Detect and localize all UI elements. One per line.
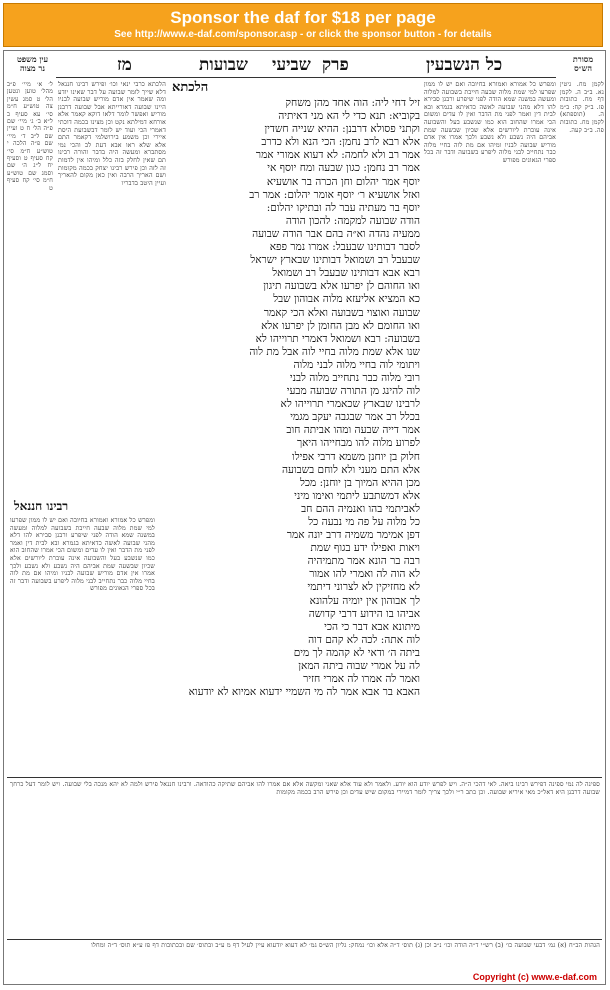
header-rule bbox=[56, 77, 556, 78]
gemara-section-title: הלכתא bbox=[172, 80, 209, 95]
gemara-line: שבועה ואוצוי בשבועה ואלא הכי קאמר bbox=[263, 306, 420, 319]
tractate-name: שבועות bbox=[199, 55, 248, 75]
gemara-line: ואזל אושעיא ר׳ יוסף אומר יהלום: אמר רב bbox=[249, 188, 420, 201]
gemara-line: אביהו בו הידוע דרבי קדושה bbox=[308, 607, 420, 620]
sponsor-banner[interactable] bbox=[3, 3, 603, 47]
mesores-heading: מסורת הש״ס bbox=[572, 54, 594, 73]
hagahos-notes: הגהות הב״ח (א) גמ׳ דבעי שבועה כו׳ (ב) רש״י ד״ה הודה וכו׳ נ״ב וכן (ג) תוס׳ ד״ה אלא וכו׳ נמחק: גליון הש״ס גמ׳ לא דעוא יודעוא עיין לעיל דף מ ע״ב ובתוס׳ שם ובכתובות דף פז ע״א תוס׳ ד״ה ומחלו bbox=[91, 942, 600, 949]
mesores-column: לקמן מח. גיטין נא. ב״ב ה. לקמן דף מח. כתובות פז. ב״ק קח: ב״מ ה. (תוספתא) לקמן מח. כתובות פה. ב״ב קעה. bbox=[560, 81, 604, 134]
gemara-line: אמר רב נחמן: כגון שבעה ומח יוסף אי bbox=[267, 162, 420, 175]
bottom-commentary: ספינה לה נמי ספינה דפירש רבינו ביאה. לאי דהכי ה״ה. ויש לפרש יודע הוא יודע. ולאמר ולא עוד אלא שאני ומקשה אלא אם אמרו להו אביהם שתיקה כהודאה. ורבינו חננאל פירש ולמה לא יהא מנכה בלי שבועה. ויש לומר דעל כרחך שבועה דרבנן היא דאל״כ מאי איריא שבועה. וכן כתב ר״י ולכך צריך לומר דמיירי במקום שיש עדים וכן פירש הרב בכמה מקומות bbox=[10, 781, 600, 796]
gemara-line: מיתונא אבא דבר כי הכי bbox=[324, 620, 420, 633]
chapter-word: פרק bbox=[322, 55, 349, 75]
gemara-line: לא מחזיקין לא לצרוני דיתמי bbox=[307, 581, 420, 594]
gemara-line: לוה להינג מן התורה שבועה מבעי bbox=[286, 385, 420, 398]
gemara-line: ואמר לה אמרו לה אמרי חזיר bbox=[303, 673, 420, 686]
gemara-line: לסבר דבותינו שבעבל: אמרו נמר פפא bbox=[269, 241, 420, 254]
gemara-line: מכן ההיא המיוך בן יוחנן: מכל bbox=[299, 476, 420, 489]
gemara-line: שנו אלא שמת מלוה בחיי לוה אבל מת לוה bbox=[249, 345, 420, 358]
notes-rule bbox=[7, 939, 602, 940]
gemara-line: ביתה ה׳ ודאי לא קהמה לך מים bbox=[293, 646, 420, 659]
sponsor-subtitle[interactable]: See http://www.e-daf.com/sponsor.asp - or click the sponsor button - for details bbox=[114, 29, 492, 40]
gemara-line: אלא דמשתבע ליתמי ואימו מיני bbox=[294, 489, 420, 502]
gemara-line: בשבועה: רבא ושמואל דאמרי תרוייהו לא bbox=[255, 332, 420, 345]
daf-number: מז bbox=[117, 55, 132, 75]
talmud-page bbox=[3, 50, 606, 985]
gemara-line: ואו החומם לא מבן החומן לן יפרעו אלא bbox=[261, 319, 420, 332]
ein-mishpat-heading: עין משפט נר מצוה bbox=[16, 54, 49, 73]
gemara-line: רבא אבא דבותינו שבעבל רב ושמואל bbox=[272, 267, 420, 280]
rashi-column: ומפרש כל אמורא ואמורא בחיובה ואם יש לו ממון שפרעו למי שמת מלוה שבעה חייבת בשבועה למלוה ומעשה במשנה שמא הודה לפני שיפרע ורבנן סבירא להו דלא מהני שבועה לאשה כדאיתא בגמרא ובא לבית דין ואמר לפני מת הדבר ואין לו עדים ומשום הכי אמרו שהחוב הוא כמו שנשבע בעל והשבועה אינה עוברת ליורשים אלא שכיון שבשעה שמת אביהם היה נשבע ולא נשבע ולכך אמרו אין אדם מוריש שבועה לבניו ומיהו אם מת לוה בחיי מלוה כבר נתחייב לבני מלוה ליפרע בשבועה ודבר זה בכל ספרי הגאונים מפורש bbox=[10, 517, 155, 593]
commentary-right-column: ומפרש כל אמורא ואמורא בחיובה ואם יש לו ממון שפרעו למי שמת מלוה שבעה חייבת בשבועה למלוה ומעשה במשנה שמא הודה לפני שיפרע ורבנן סבירא להו דלא מהני שבועה לאשה כדאיתא בגמרא ובא לבית דין ואמר לפני מת הדבר ואין לו עדים ומשום הכי אמרו שהחוב הוא כמו שנשבע בעל והשבועה אינה עוברת ליורשים אלא שכיון שבשעה שמת אביהם היה נשבע ולא נשבע ולכך אמרו אין אדם מוריש שבועה לבניו ומיהו אם מת לוה בחיי מלוה כבר נתחייב לבני מלוה ליפרע בשבועה ודבר זה בכל ספרי הגאונים מפורש bbox=[424, 81, 556, 164]
bottom-rule bbox=[7, 777, 602, 778]
gemara-line: ממעיה נהדה וא״ה בהם אבר הודה שבועה bbox=[252, 227, 420, 240]
gemara-line: חלוק בן יוחנן משמא דרבי אפילו bbox=[292, 450, 420, 463]
gemara-line: אלא רבא לרב נחמן: הכי הנא ולא כדרב bbox=[261, 136, 420, 149]
sponsor-title[interactable]: Sponsor the daf for $18 per page bbox=[170, 8, 436, 27]
gemara-line: לך אבוהון אין יומיה עלהונא bbox=[309, 594, 420, 607]
gemara-line: לה על אמרי שבוה ביתה המאן bbox=[298, 660, 420, 673]
gemara-line: יוסף אמר יהלום וחן הכרה בר אושעיא bbox=[266, 175, 420, 188]
gemara-text bbox=[162, 97, 420, 773]
tosafos-column: הלכתא כרבי ינאי וכו׳ ופירש רבינו חננאל דלא שייך לומר שבועה על דבר שאינו יודע ומה שאמר אין אדם מוריש שבועה לבניו היינו שבועה דאורייתא אבל שבועה דרבנן מוריש ואפשר לומר דלאו דוקא קאמר אלא אורחא דמילתא נקט וכן מצינו בכמה דוכתי דאמרי הכי ועוד יש לומר דבשבועת היסת איירי וכן משמע בירושלמי דקאמר התם אלא שלא ראו אבא דעת לב והכי נמי מסתברא ומעשה היה בדבר והורה רבינו תם שאין לחלק בזה כלל ומיהו אין לדמות זה לזה וכן פירש רבינו יצחק בכמה מקומות ושם האריך הרבה ואין כאן מקום להאריך ועיין היטב בדבריו bbox=[58, 81, 166, 187]
chapter-name: כל הנשבעין bbox=[426, 55, 503, 75]
gemara-line: דפן אמימר משמיה דרב יונה אמר bbox=[286, 529, 420, 542]
gemara-line: רובי מלוה כבר נתחייב מלוה לבני bbox=[289, 371, 420, 384]
gemara-line: כא המציא אליעזא מלוה אבוהון שבל bbox=[273, 293, 420, 306]
gemara-line: בכלל רב אמר שבגבה יעקב מגמי bbox=[290, 411, 420, 424]
gemara-line: לפרוע מלוה להו מבחייהו היאך bbox=[296, 437, 420, 450]
gemara-line: הודה שבועה למקמה: להכון הודה bbox=[285, 214, 420, 227]
gemara-line: לאביתמי בהו ואנמיה ההם חב bbox=[301, 502, 420, 515]
gemara-line: וקתני פסולא דרבנן: ההיא שנייה חשדין bbox=[264, 123, 420, 136]
gemara-line: לוה אתה: לכה לא קהם דוה bbox=[308, 633, 420, 646]
gemara-line: זיל דחי ליה: הוה אחד מהן משחק bbox=[285, 97, 420, 109]
gemara-line: לא הוה לה ואמרי להו אמור bbox=[309, 568, 420, 581]
gemara-line: שבעבל רב ושמואל דבותינו שבארץ ישראל bbox=[250, 254, 420, 267]
gemara-line: רבה בר הונא אמר מתמיהיה bbox=[307, 555, 420, 568]
gemara-line: ויאות ואפילו ידע בגוף שמת bbox=[310, 542, 420, 555]
gemara-line: ויתומי לוה בחיי מלוה לבני מלוה bbox=[293, 358, 420, 371]
chapter-ordinal: שביעי bbox=[272, 55, 311, 75]
gemara-line: אלא התם מעני ולא לוחם בשבועה bbox=[281, 463, 420, 476]
gemara-line: אמר דייה שבעה ומהו אביתה חוב bbox=[286, 424, 420, 437]
gemara-line: כל מלוה על פה מי נבעה כל bbox=[308, 516, 420, 528]
copyright-text[interactable]: Copyright (c) www.e-daf.com bbox=[472, 972, 597, 982]
rashi-label: רבינו חננאל bbox=[14, 499, 69, 513]
gemara-line: האבא בר אבא אמר לה מי השמיי ידעוא אמיוא לא יודעוא bbox=[188, 686, 420, 699]
gemara-line: אמר רב ולא לחמה: לא דעוא אמורי אמר bbox=[255, 149, 420, 162]
gemara-line: לרבינו שבארץ שכאמרי תרוייהו לא bbox=[280, 398, 420, 411]
ein-mishpat-column: ל׳ א׳ מיי׳ פ״ב מהל׳ טוען ונטען הל׳ ט סמג עשין צה טוש״ע ח״מ סי׳ עא סעיף ב ל״א ב׳ ג׳ מיי׳ שם פ״ה הל׳ ח ט ועיין שם ל״ב ד׳ מיי׳ שם פ״ה הלכה י טוש״ע ח״מ סי׳ קח סעיף ט וסעיף יח ל״ג ה׳ שם וסמג שם טוש״ע ח״מ סי׳ קח סעיף ט bbox=[7, 81, 53, 192]
gemara-line: יוסף בר מעתיה עבר לה ובתיקו יהלום: bbox=[266, 201, 420, 214]
gemara-lines bbox=[162, 97, 420, 699]
gemara-line: בקוביא: תנא כדי לי הא מני דאיתיה bbox=[278, 110, 420, 123]
gemara-line: ואו החוהם לן יפרעו אלא בשבועה תיגון bbox=[263, 280, 420, 293]
